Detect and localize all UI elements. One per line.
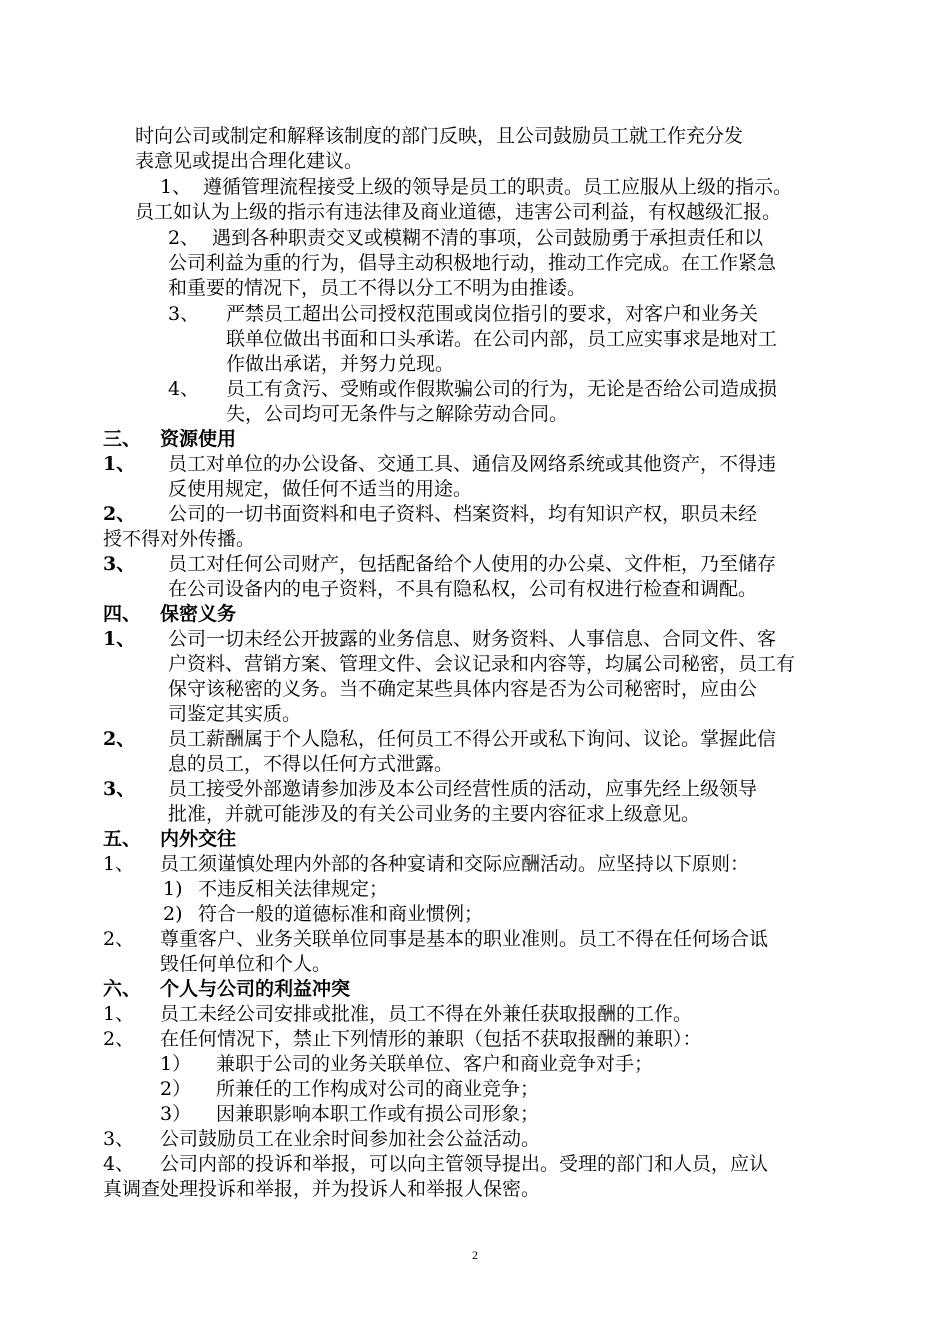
sub-list-number: 1） (160, 1053, 192, 1075)
list-item-text: 员工有贪污、受贿或作假欺骗公司的行为，无论是否给公司造成损 (226, 378, 778, 400)
page-number: 2 (472, 1248, 478, 1262)
list-number: 4、 (103, 1153, 135, 1175)
list-item-text: 息的员工，不得以任何方式泄露。 (168, 753, 454, 775)
list-item-text: 员工对单位的办公设备、交通工具、通信及网络系统或其他资产，不得违 (168, 453, 777, 475)
list-item-text: 员工如认为上级的指示有违法律及商业道德，违害公司利益，有权越级汇报。 (135, 201, 782, 223)
list-item-text: 严禁员工超出公司授权范围或岗位指引的要求，对客户和业务关 (226, 303, 759, 325)
sub-list-number: 3） (160, 1103, 192, 1125)
list-item-text: 毁任何单位和个人。 (160, 953, 332, 975)
list-number: 3、 (103, 553, 136, 575)
list-number: 3、 (103, 1128, 135, 1150)
section-number: 三、 (103, 428, 142, 450)
paragraph-line: 表意见或提出合理化建议。 (135, 150, 364, 172)
list-item-text: 批准，并就可能涉及的有关公司业务的主要内容征求上级意见。 (168, 803, 701, 825)
list-number: 3、 (103, 778, 136, 800)
list-number: 2、 (103, 503, 136, 525)
section-heading: 资源使用 (160, 428, 237, 450)
list-item-text: 户资料、营销方案、管理文件、会议记录和内容等，均属公司秘密，员工有 (168, 653, 796, 675)
list-item-text: 在公司设备内的电子资料，不具有隐私权，公司有权进行检查和调配。 (168, 578, 758, 600)
list-number: 2、 (168, 227, 200, 249)
section-heading: 个人与公司的利益冲突 (160, 978, 351, 1000)
list-item-text: 遇到各种职责交叉或模糊不清的事项，公司鼓励勇于承担责任和以 (212, 227, 764, 249)
section-number: 六、 (103, 978, 142, 1000)
sub-list-number: 1) (163, 878, 183, 900)
sub-list-number: 2) (163, 903, 183, 925)
list-item-text: 员工对任何公司财产，包括配备给个人使用的办公桌、文件柜，乃至储存 (168, 553, 777, 575)
list-number: 3、 (168, 303, 200, 325)
section-heading: 保密义务 (160, 603, 237, 625)
section-heading: 内外交往 (160, 828, 237, 850)
list-item-text: 失，公司均可无条件与之解除劳动合同。 (226, 403, 569, 425)
list-item-text: 司鉴定其实质。 (168, 703, 302, 725)
list-item-text: 公司鼓励员工在业余时间参加社会公益活动。 (160, 1128, 541, 1150)
list-number: 2、 (103, 928, 135, 950)
list-item-text: 公司一切未经公开披露的业务信息、财务资料、人事信息、合同文件、客 (168, 628, 777, 650)
list-item-text: 反使用规定，做任何不适当的用途。 (168, 478, 473, 500)
list-number: 2、 (103, 728, 136, 750)
list-item-text: 作做出承诺，并努力兑现。 (226, 353, 455, 375)
sub-list-item-text: 所兼任的工作构成对公司的商业竞争； (216, 1078, 540, 1100)
list-item-text: 员工薪酬属于个人隐私，任何员工不得公开或私下询问、议论。掌握此信 (168, 728, 777, 750)
list-item-text: 遵循管理流程接受上级的领导是员工的职责。员工应服从上级的指示。 (203, 176, 793, 198)
sub-list-item-text: 符合一般的道德标准和商业惯例； (198, 903, 484, 925)
sub-list-item-text: 因兼职影响本职工作或有损公司形象； (216, 1103, 540, 1125)
list-number: 1、 (160, 176, 192, 198)
list-number: 1、 (103, 1003, 135, 1025)
list-item-text: 尊重客户、业务关联单位同事是基本的职业准则。员工不得在任何场合诋 (160, 928, 769, 950)
list-item-text: 员工须谨慎处理内外部的各种宴请和交际应酬活动。应坚持以下原则： (160, 853, 750, 875)
list-item-text: 员工接受外部邀请参加涉及本公司经营性质的活动，应事先经上级领导 (168, 778, 758, 800)
list-item-text: 授不得对外传播。 (103, 528, 256, 550)
section-number: 五、 (103, 828, 142, 850)
list-number: 2、 (103, 1028, 135, 1050)
list-item-text: 保守该秘密的义务。当不确定某些具体内容是否为公司秘密时，应由公 (168, 678, 758, 700)
sub-list-item-text: 兼职于公司的业务关联单位、客户和商业竞争对手； (216, 1053, 654, 1075)
list-number: 4、 (168, 378, 200, 400)
list-item-text: 公司的一切书面资料和电子资料、档案资料，均有知识产权，职员未经 (168, 503, 758, 525)
list-item-text: 公司内部的投诉和举报，可以向主管领导提出。受理的部门和人员，应认 (160, 1153, 769, 1175)
list-item-text: 和重要的情况下，员工不得以分工不明为由推诿。 (168, 277, 587, 299)
list-number: 1、 (103, 853, 135, 875)
list-number: 1、 (103, 453, 136, 475)
list-item-text: 公司利益为重的行为，倡导主动积极地行动，推动工作完成。在工作紧急 (168, 252, 777, 274)
sub-list-number: 2） (160, 1078, 192, 1100)
list-item-text: 员工未经公司安排或批准，员工不得在外兼任获取报酬的工作。 (160, 1003, 693, 1025)
paragraph-line: 时向公司或制定和解释该制度的部门反映，且公司鼓励员工就工作充分发 (135, 125, 744, 147)
list-number: 1、 (103, 628, 136, 650)
sub-list-item-text: 不违反相关法律规定； (198, 878, 389, 900)
list-item-text: 在任何情况下，禁止下列情形的兼职（包括不获取报酬的兼职）： (160, 1028, 702, 1050)
list-item-text: 真调查处理投诉和举报，并为投诉人和举报人保密。 (103, 1178, 541, 1200)
section-number: 四、 (103, 603, 142, 625)
list-item-text: 联单位做出书面和口头承诺。在公司内部，员工应实事求是地对工 (226, 328, 778, 350)
